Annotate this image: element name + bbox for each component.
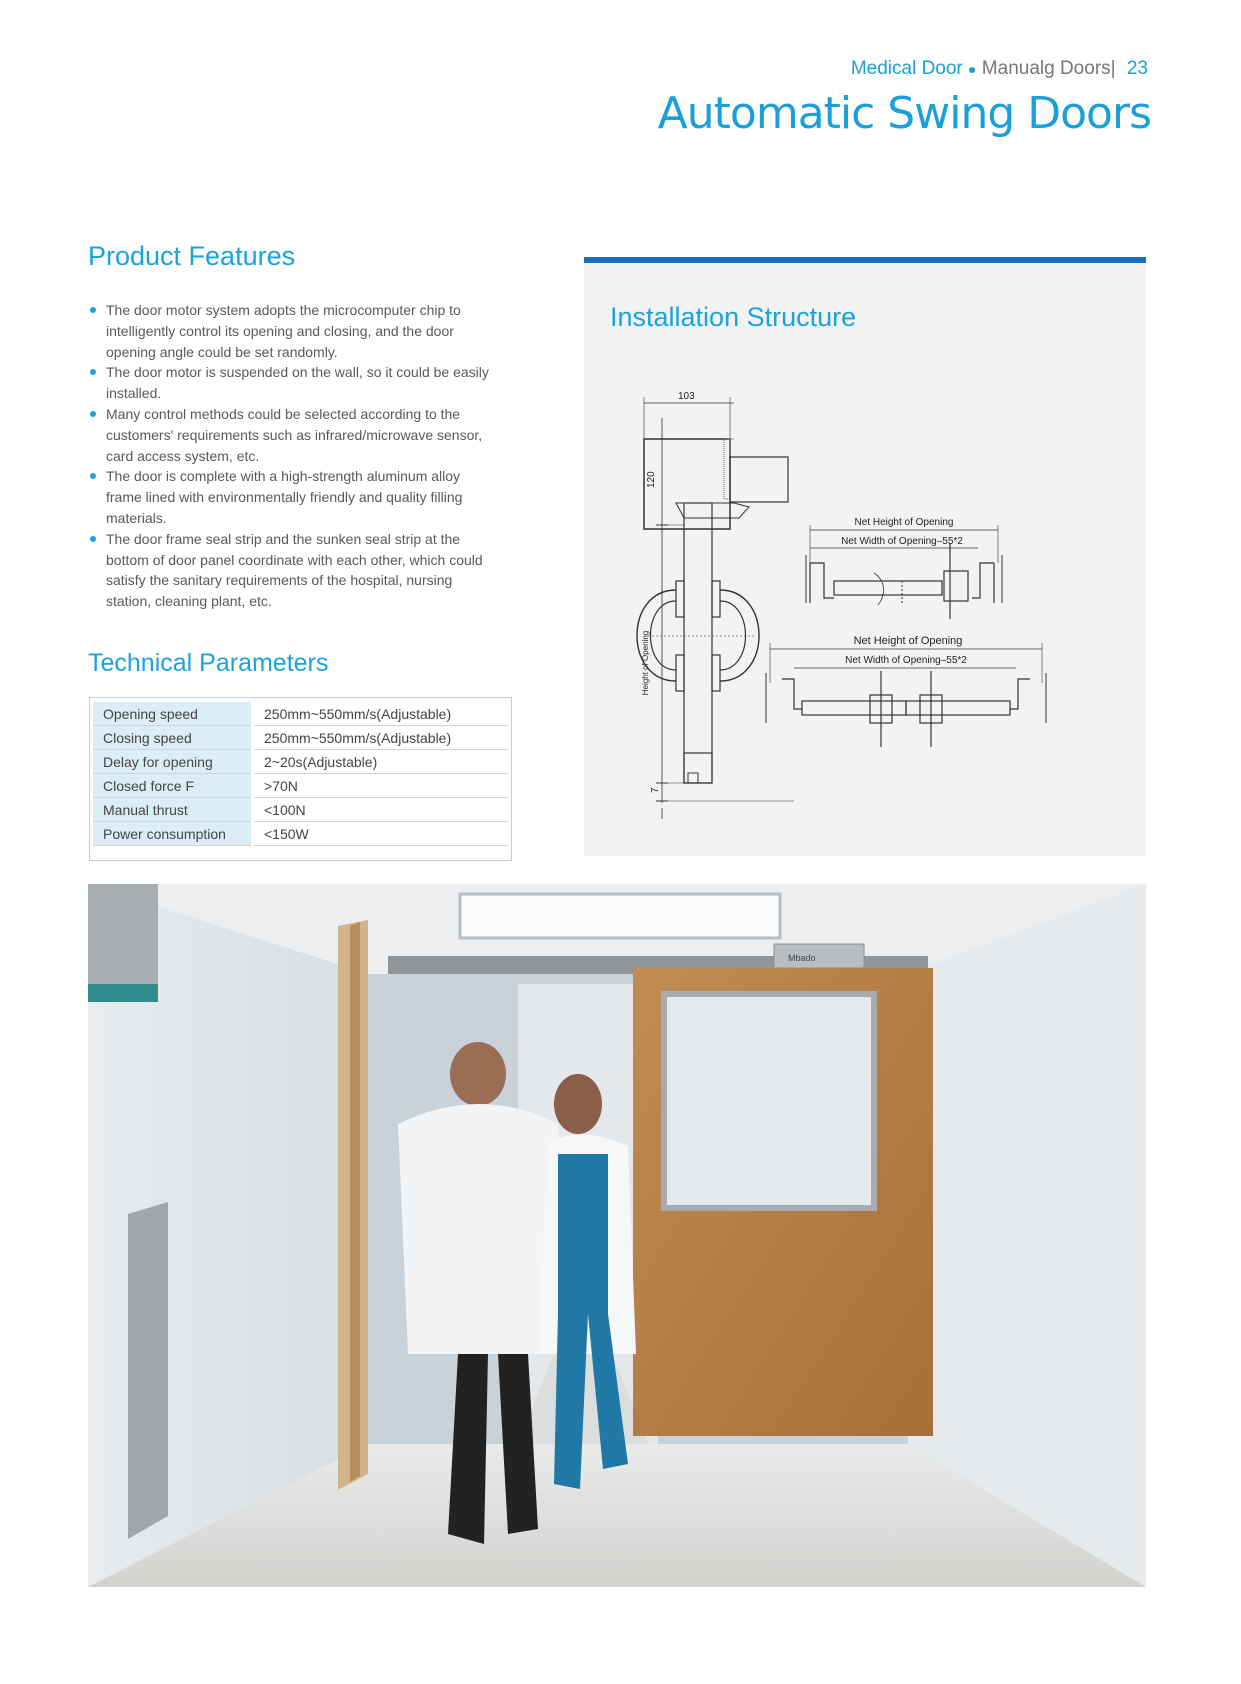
- param-value: >70N: [253, 774, 509, 798]
- breadcrumb-bullet: ●: [968, 61, 977, 77]
- plan1-height-label: Net Height of Opening: [854, 517, 954, 528]
- page-number: 23: [1126, 58, 1148, 79]
- page-title: Automatic Swing Doors: [657, 88, 1151, 139]
- param-value: 250mm~550mm/s(Adjustable): [253, 702, 509, 726]
- hospital-corridor-photo: [88, 884, 1146, 1587]
- feature-item: The door is complete with a high-strength aluminum alloy frame lined with environmentally friendly and quality filling materials.: [89, 466, 494, 528]
- plan-view-single: [806, 517, 1002, 619]
- table-row: [93, 774, 508, 798]
- feature-item: The door motor system adopts the microcomputer chip to intelligently control its opening and closing, and the door opening angle could be set randomly.: [89, 300, 494, 362]
- installation-drawing: [584, 263, 1146, 856]
- param-label: Manual thrust: [93, 798, 253, 822]
- plan2-height-label: Net Height of Opening: [853, 635, 963, 647]
- table-row: [93, 702, 508, 726]
- feature-item: The door motor is suspended on the wall, so it could be easily installed.: [89, 362, 494, 404]
- feature-item: The door frame seal strip and the sunken seal strip at the bottom of door panel coordinate with each other, which could satisfy the sanitary requirements of the hospital, nursing station, cleaning plant, etc.: [89, 529, 494, 612]
- features-heading: Product Features: [88, 241, 296, 271]
- breadcrumb-separator: |: [1110, 58, 1116, 79]
- param-value: 2~20s(Adjustable): [253, 750, 509, 774]
- install-heading: Installation Structure: [610, 302, 857, 332]
- feature-item: Many control methods could be selected according to the customers' requirements such as infrared/microwave sensor, card access system, etc.: [89, 404, 494, 466]
- param-label: Closed force F: [93, 774, 253, 798]
- param-value: 250mm~550mm/s(Adjustable): [253, 726, 509, 750]
- plan1-width-label: Net Width of Opening–55*2: [841, 536, 963, 547]
- features-list: [89, 300, 494, 612]
- table-row: [93, 726, 508, 750]
- height-of-opening-label: Height of Opening: [641, 630, 650, 696]
- param-label: Power consumption: [93, 822, 253, 846]
- param-value: <150W: [253, 822, 509, 846]
- parameters-heading: Technical Parameters: [88, 649, 329, 677]
- breadcrumb-section: Medical Door: [850, 58, 963, 79]
- breadcrumb: [851, 58, 1148, 80]
- table-row: [93, 750, 508, 774]
- plan2-width-label: Net Width of Opening–55*2: [845, 655, 967, 666]
- param-label: Opening speed: [93, 702, 253, 726]
- side-elevation: [637, 391, 794, 819]
- parameters-table: [93, 702, 508, 846]
- parameters-table-frame: [89, 697, 512, 861]
- param-label: Closing speed: [93, 726, 253, 750]
- breadcrumb-sub: Manualg Doors: [981, 58, 1111, 79]
- table-row: [93, 822, 508, 846]
- table-row: [93, 798, 508, 822]
- plan-view-double: [766, 635, 1046, 747]
- dim-120: 120: [646, 471, 657, 488]
- dim-103: 103: [678, 391, 695, 402]
- param-value: <100N: [253, 798, 509, 822]
- param-label: Delay for opening: [93, 750, 253, 774]
- operator-brand: Mbado: [788, 953, 816, 963]
- dim-7: 7: [650, 787, 661, 793]
